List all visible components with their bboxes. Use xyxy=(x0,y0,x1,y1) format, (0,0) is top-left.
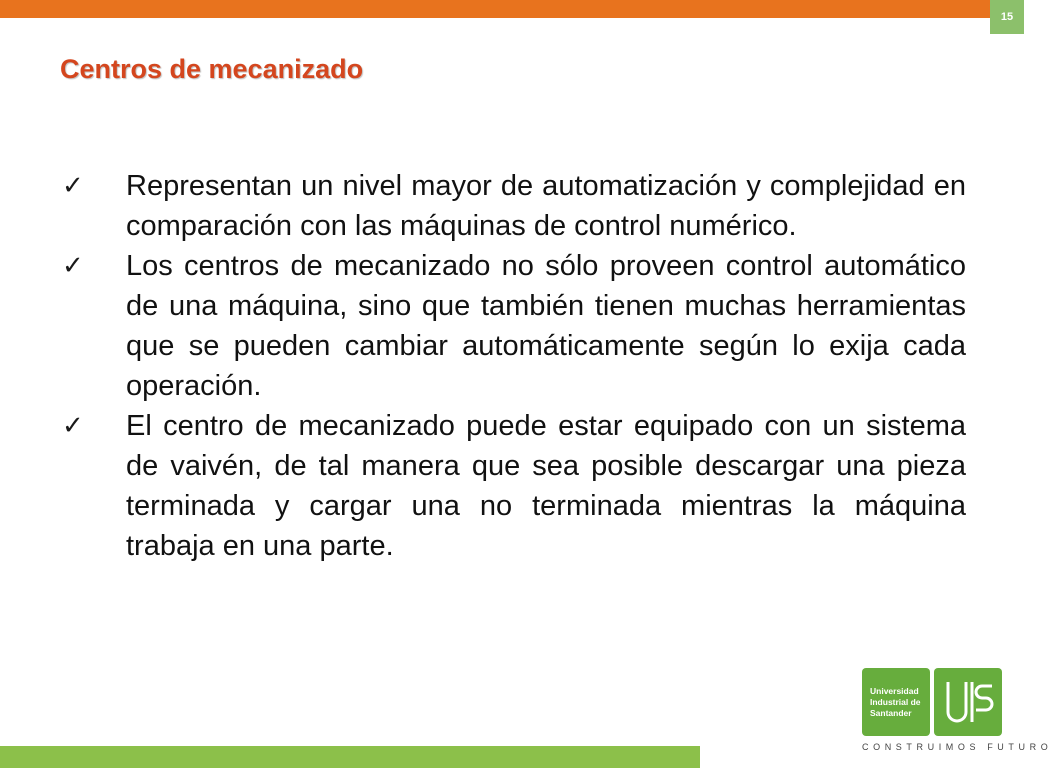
bullet-text: Los centros de mecanizado no sólo proveen control automático de una máquina, sino que también tienen muchas herramientas que se pueden cambiar automáticamente según lo exija cada operación. xyxy=(126,250,966,402)
bottom-accent-bar xyxy=(0,746,700,768)
check-icon: ✓ xyxy=(62,251,84,281)
logo-name-box xyxy=(862,668,930,736)
check-icon: ✓ xyxy=(62,411,84,441)
bullet-list xyxy=(60,166,966,566)
logo-line-2: Industrial de xyxy=(870,696,921,707)
uis-emblem-icon xyxy=(934,668,1002,736)
slide-title: Centros de mecanizado xyxy=(60,54,364,84)
check-icon: ✓ xyxy=(62,171,84,201)
university-logo xyxy=(862,668,1002,738)
page-number: 15 xyxy=(990,0,1024,34)
logo-tagline: CONSTRUIMOS FUTURO xyxy=(862,742,1052,752)
bullet-item xyxy=(60,166,966,246)
top-accent-bar xyxy=(0,0,990,18)
bullet-text: Representan un nivel mayor de automatización y complejidad en comparación con las máquinas de control numérico. xyxy=(126,170,966,242)
logo-line-1: Universidad xyxy=(870,685,919,696)
bullet-text: El centro de mecanizado puede estar equipado con un sistema de vaivén, de tal manera que sea posible descargar una pieza terminada y cargar una no terminada mientras la máquina trabaja en una parte. xyxy=(126,410,966,562)
bullet-item xyxy=(60,406,966,566)
logo-line-3: Santander xyxy=(870,707,912,718)
bullet-item xyxy=(60,246,966,406)
